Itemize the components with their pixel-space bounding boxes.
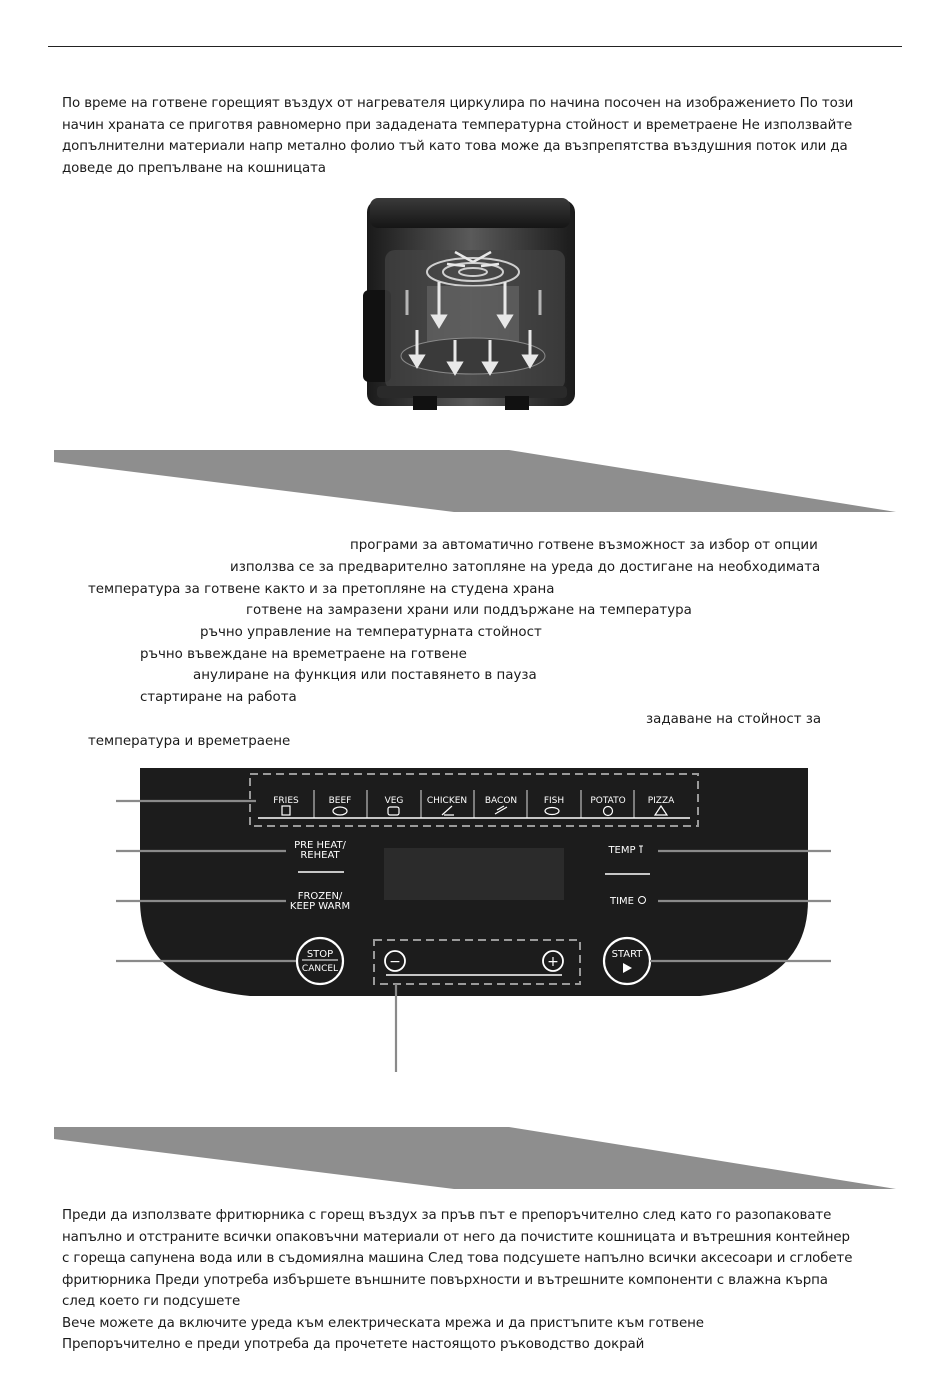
intro-line: допълнителни материали напр метално фолио тъй като това може да възпрепятства въздушния поток или да	[62, 139, 848, 154]
program-label-fish: FISH	[543, 796, 565, 806]
feature-temp-text: ръчно управление на температурната стойност	[200, 625, 542, 640]
intro-line: доведе до препълване на кошницата	[62, 160, 326, 176]
air-fryer-airflow-illustration	[355, 190, 595, 425]
outro-line: Преди да използвате фритюрника с горещ въздух за пръв път е препоръчително след като го разопаковате	[62, 1208, 832, 1223]
program-label-fries: FRIES	[273, 796, 299, 806]
outro-line: напълно и отстраните всички опаковъчни материали от него да почистите кошницата и вътрешния контейнер	[62, 1229, 850, 1245]
outro-line: Препоръчително е преди употреба да прочетете настоящото ръководство докрай	[62, 1337, 645, 1352]
feature-start-text: стартиране на работа	[140, 690, 297, 705]
plus-icon: +	[547, 954, 559, 970]
cancel-label: CANCEL	[301, 964, 339, 974]
program-label-beef: BEEF	[328, 796, 352, 806]
program-label-pizza: PIZZA	[647, 796, 675, 806]
feature-programs-text: програми за автоматично готвене възможност за избор от опции	[350, 538, 818, 553]
feature-frozen-text: готвене на замразени храни или поддържане на температура	[246, 603, 692, 618]
outro-paragraph	[62, 1205, 892, 1356]
feature-time-text: ръчно въвеждане на времетраене на готвене	[140, 647, 467, 662]
outro-line: фритюрника Преди употреба избършете външните повърхности и вътрешните компоненти с влажна кърпа	[62, 1272, 828, 1288]
feature-plusminus-text: задаване на стойност за	[646, 712, 822, 727]
feature-preheat-text: използва се за предварително затопляне на уреда до достигане на необходимата	[230, 560, 821, 575]
intro-line: начин храната се приготвя равномерно при зададената температурна стойност и времетраене Не използвайте	[62, 117, 853, 133]
outro-line: с гореща сапунена вода или в съдомиялна машина След това подсушете напълно всички аксесоари и сглобете	[62, 1251, 853, 1266]
program-label-chicken: CHICKEN	[426, 796, 468, 806]
keep-warm-label: KEEP WARM	[289, 901, 351, 912]
feature-stop-text: анулиране на функция или поставянето в пауза	[193, 668, 537, 683]
intro-paragraph	[62, 93, 892, 179]
reheat-label: REHEAT	[300, 850, 340, 861]
outro-line: след което ги подсушете	[62, 1294, 241, 1309]
display-screen	[384, 848, 564, 900]
feature-preheat-text-cont: температура за готвене както и за претопляне на студена храна	[88, 582, 555, 597]
time-label: TIME	[609, 896, 635, 907]
frozen-label: FROZEN/	[297, 891, 343, 902]
top-rule	[48, 46, 902, 47]
control-panel-diagram	[0, 760, 950, 1080]
minus-icon: −	[389, 954, 401, 970]
program-label-veg: VEG	[384, 796, 404, 806]
program-label-potato: POTATO	[590, 796, 626, 806]
temp-label: TEMP	[608, 845, 636, 856]
sharp-logo: SHARP	[436, 998, 512, 1020]
outro-line: Вече можете да включите уреда към електрическата мрежа и да пристъпите към готвене	[62, 1315, 704, 1331]
section-band	[54, 450, 896, 512]
feature-plusminus-text-cont: температура и времетраене	[88, 734, 291, 749]
stop-label: STOP	[306, 949, 334, 960]
preheat-label: PRE HEAT/	[294, 840, 346, 851]
start-label: START	[611, 949, 643, 960]
program-label-bacon: BACON	[484, 796, 518, 806]
section-band	[54, 1127, 896, 1189]
intro-line: По време на готвене горещият въздух от нагревателя циркулира по начина посочен на изображението По този	[62, 96, 854, 111]
